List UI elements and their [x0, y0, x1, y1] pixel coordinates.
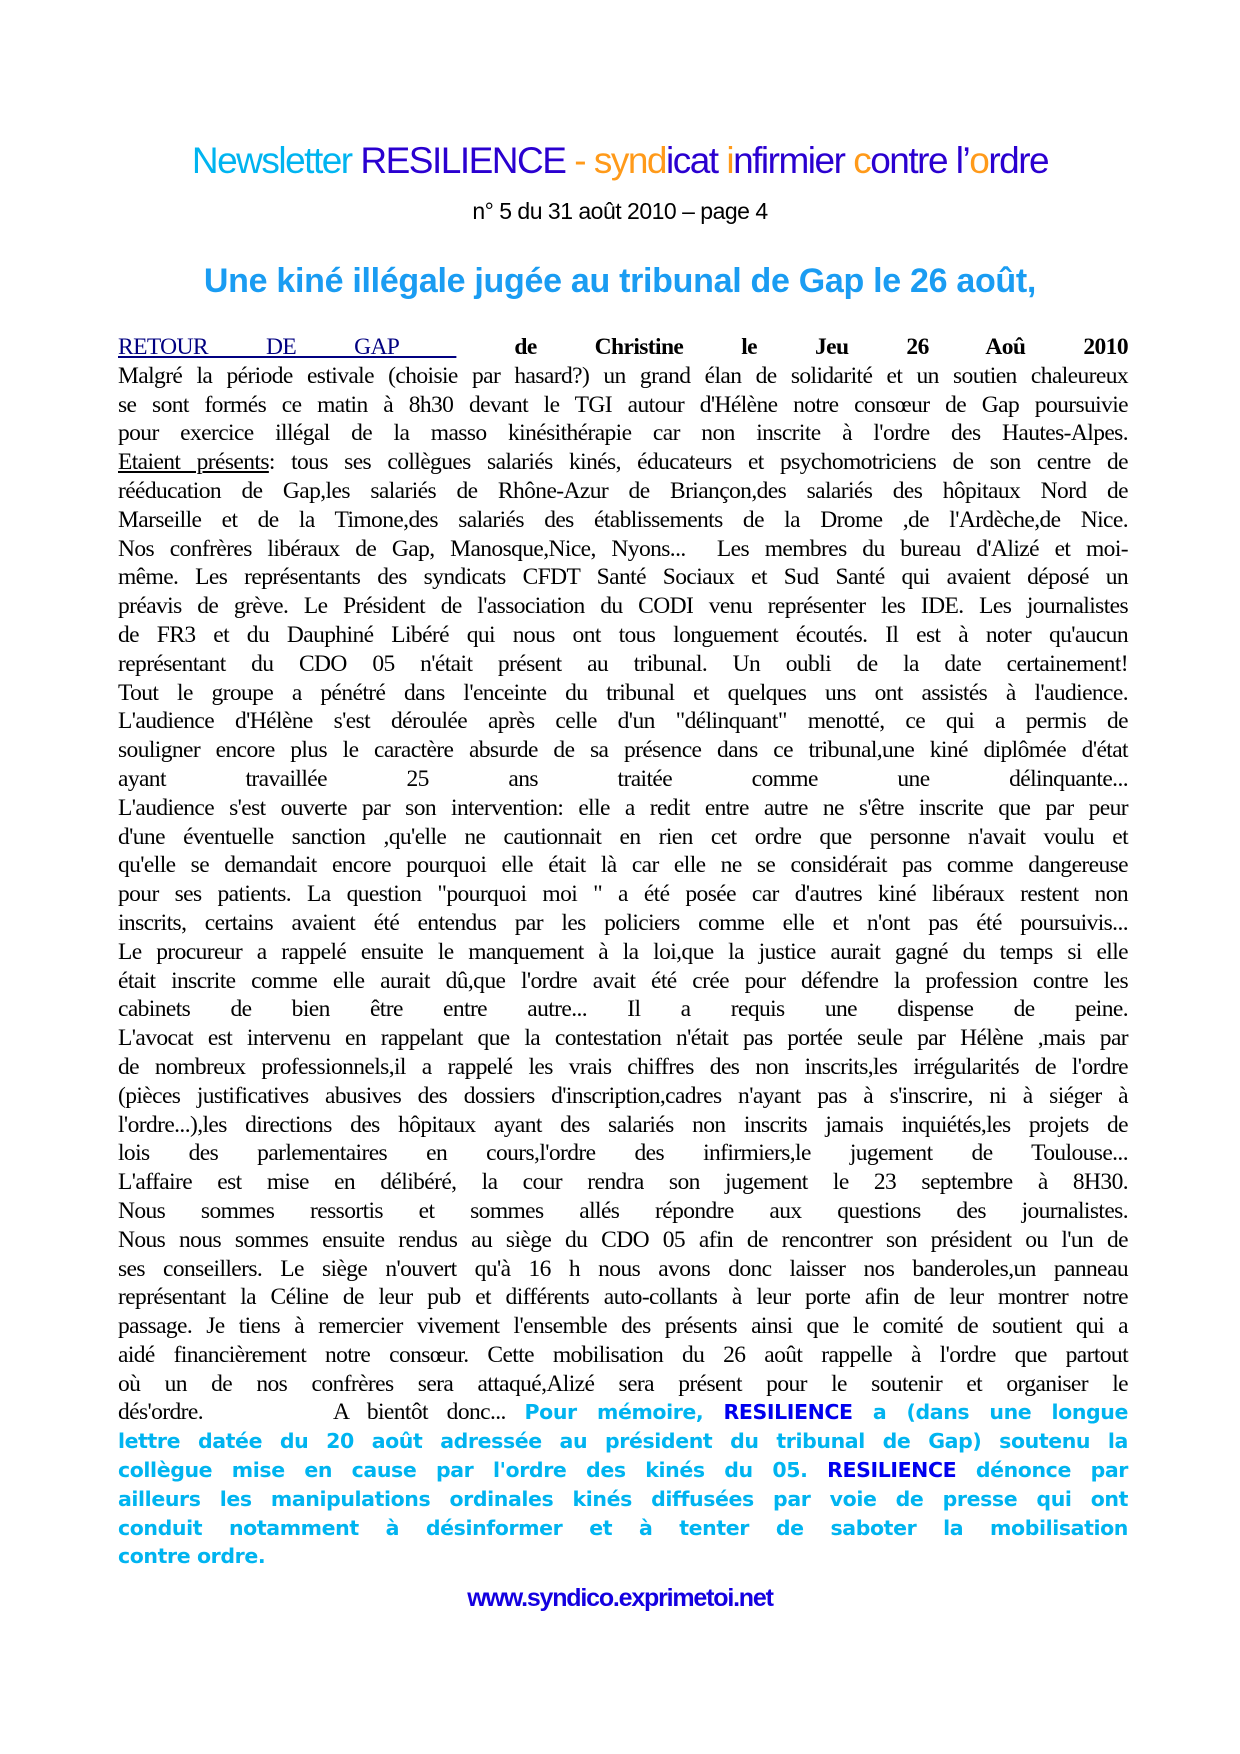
line-text: Marseille et de la Timone,des salariés des établissements de la Drome ,de l'Ardèche,de Nice. — [118, 506, 1128, 533]
article-line — [118, 707, 1128, 736]
article-line — [118, 1456, 1128, 1485]
line-text: pour ses patients. La question "pourquoi moi " a été posée car d'autres kiné libéraux restent non — [118, 881, 1128, 908]
article-line — [118, 448, 1128, 477]
line-text: souligner encore plus le caractère absurde de sa présence dans ce tribunal,une kiné diplômée d'état — [118, 737, 1128, 764]
resilience-highlight: RESILIENCE — [827, 1458, 957, 1483]
title-part: - — [565, 140, 594, 181]
title-part: synd — [593, 140, 666, 181]
line-text: (pièces justificatives abusives des dossiers d'inscription,cadres n'ayant pas à s'inscrire, ni à siéger à — [118, 1082, 1128, 1109]
line-text: Nous nous sommes ensuite rendus au siège du CDO 05 afin de rencontrer son président ou l'un de — [118, 1226, 1128, 1253]
article-line — [118, 391, 1128, 420]
article-line — [118, 1168, 1128, 1197]
line-text: représentant la Céline de leur pub et différents auto-collants à leur porte afin de leur montrer notre — [118, 1284, 1128, 1311]
title-part: ontre l’ — [870, 140, 970, 181]
line-text: préavis de grève. Le Président de l'association du CODI venu représenter les IDE. Les journalistes — [118, 593, 1128, 620]
line-text: L'avocat est intervenu en rappelant que la contestation n'était pas portée seule par Hélène ,mais par — [118, 1025, 1128, 1052]
article-line — [118, 938, 1128, 967]
retour-de-gap-link[interactable]: RETOUR DE GAP — [118, 334, 457, 360]
line-text: rééducation de Gap,les salariés de Rhône-Azur de Briançon,des salariés des hôpitaux Nord de — [118, 477, 1128, 504]
line-text: : tous ses collègues salariés kinés, éducateurs et psychomotriciens de son centre de — [268, 449, 1128, 476]
line-text: contre ordre. — [118, 1544, 266, 1569]
article-line — [118, 851, 1128, 880]
resilience-highlight: RESILIENCE — [723, 1400, 853, 1425]
article-line — [118, 1542, 1128, 1571]
article-line — [118, 1312, 1128, 1341]
article-line — [118, 419, 1128, 448]
line-text: Tout le groupe a pénétré dans l'enceinte du tribunal et quelques uns ont assistés à l'audience. — [118, 679, 1128, 706]
article-line — [118, 1226, 1128, 1255]
article-line — [118, 1427, 1128, 1456]
line-text: lois des parlementaires en cours,l'ordre des infirmiers,le jugement de Toulouse... — [118, 1140, 1128, 1167]
article-line — [118, 563, 1128, 592]
title-part: i — [726, 140, 734, 181]
title-part: o — [969, 140, 989, 181]
article-line — [118, 1370, 1128, 1399]
article-line — [118, 506, 1128, 535]
article-line — [118, 823, 1128, 852]
article-line — [118, 650, 1128, 679]
article-line — [118, 1024, 1128, 1053]
line-text: Nous sommes ressortis et sommes allés répondre aux questions des journalistes. — [118, 1197, 1128, 1224]
article-line — [118, 995, 1128, 1024]
article-line — [118, 794, 1128, 823]
article-line — [118, 535, 1128, 564]
article-line — [118, 477, 1128, 506]
title-part: rdre — [988, 140, 1049, 181]
article-line — [118, 736, 1128, 765]
line-text: où un de nos confrères sera attaqué,Alizé sera présent pour le soutenir et organiser le — [118, 1370, 1128, 1397]
title-part: icat — [665, 140, 727, 181]
line-text: Malgré la période estivale (choisie par hasard?) un grand élan de solidarité et un soutien chaleureux — [118, 362, 1128, 389]
article-line — [118, 1111, 1128, 1140]
title-part: c — [853, 140, 871, 181]
title-part: RESILIENCE — [360, 140, 566, 181]
line-text: conduit notamment à désinformer et à tenter de saboter la mobilisation — [118, 1515, 1128, 1540]
issue-subtitle: n° 5 du 31 août 2010 – page 4 — [472, 198, 768, 224]
article-body — [118, 333, 1128, 1571]
article-line — [118, 1485, 1128, 1514]
article-line — [118, 621, 1128, 650]
article-line — [118, 592, 1128, 621]
line-text: de nombreux professionnels,il a rappelé les vrais chiffres des non inscrits,les irrégularités de l'ordre — [118, 1053, 1128, 1080]
article-line — [118, 1283, 1128, 1312]
article-line — [118, 333, 1128, 362]
line-text: représentant du CDO 05 n'était présent au tribunal. Un oubli de la date certainement! — [118, 650, 1128, 677]
website-link[interactable]: www.syndico.exprimetoi.net — [467, 1584, 773, 1612]
line-text: cabinets de bien être entre autre... Il a requis une dispense de peine. — [118, 996, 1128, 1023]
line-text: qu'elle se demandait encore pourquoi elle était là car elle ne se considérait pas comme dangereuse — [118, 852, 1128, 879]
article-line — [118, 1053, 1128, 1082]
line-text: lettre datée du 20 août adressée au président du tribunal de Gap) soutenu la — [118, 1429, 1128, 1454]
line-text: L'audience d'Hélène s'est déroulée après celle d'un "délinquant" menotté, ce qui a permis de — [118, 708, 1128, 735]
article-line — [118, 765, 1128, 794]
article-line — [118, 1514, 1128, 1543]
article-line — [118, 967, 1128, 996]
article-line — [118, 1398, 1128, 1427]
article-line — [118, 880, 1128, 909]
line-text: collègue mise en cause par l'ordre des kinés du 05. — [118, 1458, 828, 1483]
line-text: même. Les représentants des syndicats CFDT Santé Sociaux et Sud Santé qui avaient déposé un — [118, 564, 1128, 591]
line-text: ses conseillers. Le siège n'ouvert qu'à 16 h nous avons donc laisser nos banderoles,un panneau — [118, 1255, 1128, 1282]
title-part: nfirmier — [733, 140, 854, 181]
line-text: ayant travaillée 25 ans traitée comme une délinquante... — [118, 765, 1128, 792]
line-text: L'affaire est mise en délibéré, la cour rendra son jugement le 23 septembre à 8H30. — [118, 1169, 1128, 1196]
line-text: Le procureur a rappelé ensuite le manquement à la loi,que la justice aurait gagné du temps si elle — [118, 938, 1128, 965]
line-text: d'une éventuelle sanction ,qu'elle ne cautionnait en rien cet ordre que personne n'avait voulu et — [118, 823, 1128, 850]
line-text: dés'ordre. A bientôt donc... — [118, 1399, 525, 1426]
newsletter-title — [0, 136, 1240, 186]
article-line — [118, 362, 1128, 391]
line-text: a (dans une longue — [852, 1400, 1128, 1425]
article-line — [118, 1341, 1128, 1370]
line-text: L'audience s'est ouverte par son intervention: elle a redit entre autre ne s'être inscrite que par peur — [118, 794, 1128, 821]
line-text: Pour mémoire, — [524, 1400, 724, 1425]
line-text: ailleurs les manipulations ordinales kinés diffusées par voie de presse qui ont — [118, 1486, 1128, 1511]
article-heading: Une kiné illégale jugée au tribunal de Gap le 26 août, — [203, 262, 1037, 300]
line-text: l'ordre...),les directions des hôpitaux ayant des salariés non inscrits jamais inquiétés,les projets de — [118, 1111, 1128, 1138]
article-line — [118, 1197, 1128, 1226]
line-text: aidé financièrement notre consœur. Cette mobilisation du 26 août rappelle à l'ordre que partout — [118, 1341, 1128, 1368]
line-text: Nos confrères libéraux de Gap, Manosque,Nice, Nyons... Les membres du bureau d'Alizé et moi- — [118, 535, 1128, 562]
article-line — [118, 1255, 1128, 1284]
line-text: passage. Je tiens à remercier vivement l'ensemble des présents ainsi que le comité de soutient qui a — [118, 1313, 1128, 1340]
article-line — [118, 1139, 1128, 1168]
title-part: Newsletter — [191, 140, 361, 181]
line-text: était inscrite comme elle aurait dû,que l'ordre avait été crée pour défendre la profession contre les — [118, 967, 1128, 994]
line-text: inscrits, certains avaient été entendus par les policiers comme elle et n'ont pas été poursuivis... — [118, 909, 1128, 936]
line-text: Etaient présents — [118, 449, 269, 476]
line-text: de FR3 et du Dauphiné Libéré qui nous ont tous longuement écoutés. Il est à noter qu'aucun — [118, 621, 1128, 648]
line-text: de Christine le Jeu 26 Aoû 2010 — [456, 334, 1128, 360]
line-text: dénonce par — [956, 1458, 1128, 1483]
line-text: pour exercice illégal de la masso kinésithérapie car non inscrite à l'ordre des Hautes-Alpes. — [118, 420, 1128, 447]
article-line — [118, 1082, 1128, 1111]
article-line — [118, 909, 1128, 938]
line-text: se sont formés ce matin à 8h30 devant le TGI autour d'Hélène notre consœur de Gap poursuivie — [118, 391, 1128, 418]
article-line — [118, 679, 1128, 708]
